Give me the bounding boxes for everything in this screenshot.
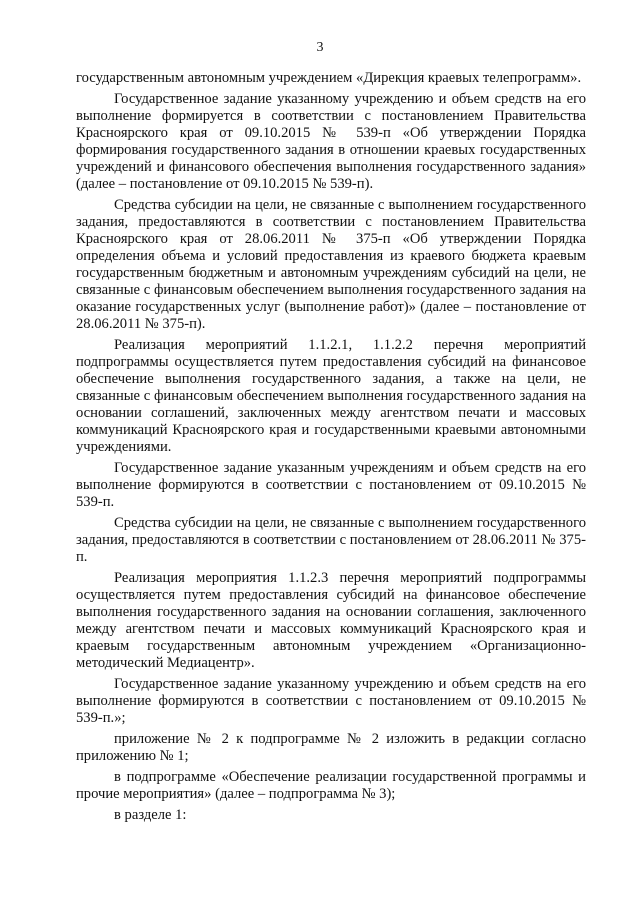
paragraph: государственным автономным учреждением «Дирекция краевых телепрограмм». [76,70,582,86]
paragraph: в разделе 1: [114,807,187,823]
paragraph: Государственное задание указанному учреждению и объем средств на его выполнение формируются в соответствии с постановлением от 09.10.2015 № 539-п.»; [76,676,586,726]
paragraph: Реализация мероприятий 1.1.2.1, 1.1.2.2 перечня мероприятий подпрограммы осуществляется путем предоставления субсидий на финансовое обеспечение выполнения государственного задания, а также на цели, не связанные с финансовым обеспечением выполнения государственного задания на основании соглашений, заключенных между агентством печати и массовых коммуникаций Красноярского края и государственными краевыми автономными учреждениями. [76,337,586,455]
page-number: 3 [316,40,324,55]
paragraph: в подпрограмме «Обеспечение реализации государственной программы и прочие мероприятия» (далее – подпрограмма № 3); [76,769,586,802]
paragraph: Государственное задание указанному учреждению и объем средств на его выполнение формируется в соответствии с постановлением Правительства Красноярского края от 09.10.2015 № 539-п «Об утверждении Порядка формирования государственного задания в отношении краевых государственных учреждений и финансового обеспечения выполнения государственного задания» (далее – постановление от 09.10.2015 № 539-п). [76,91,586,192]
paragraph: приложение № 2 к подпрограмме № 2 изложить в редакции согласно приложению № 1; [76,731,586,764]
paragraph: Средства субсидии на цели, не связанные с выполнением государственного задания, предоставляются в соответствии с постановлением Правительства Красноярского края от 28.06.2011 № 375-п «Об утверждении Порядка определения объема и условий предоставления из краевого бюджета краевым государственным бюджетным и автономным учреждениям субсидий на цели, не связанные с финансовым обеспечением выполнения государственного задания на оказание государственных услуг (выполнение работ)» (далее – постановление от 28.06.2011 № 375-п). [76,197,586,332]
paragraph: Реализация мероприятия 1.1.2.3 перечня мероприятий подпрограммы осуществляется путем предоставления субсидий на финансовое обеспечение выполнения государственного задания на основании соглашения, заключенного между агентством печати и массовых коммуникаций Красноярского края и краевым государственным автономным учреждением «Организационно-методический Медиацентр». [76,570,586,671]
paragraph: Средства субсидии на цели, не связанные с выполнением государственного задания, предоставляются в соответствии с постановлением от 28.06.2011 № 375-п. [76,515,586,565]
document-body [76,70,586,828]
paragraph: Государственное задание указанным учреждениям и объем средств на его выполнение формируются в соответствии с постановлением от 09.10.2015 № 539-п. [76,460,586,510]
